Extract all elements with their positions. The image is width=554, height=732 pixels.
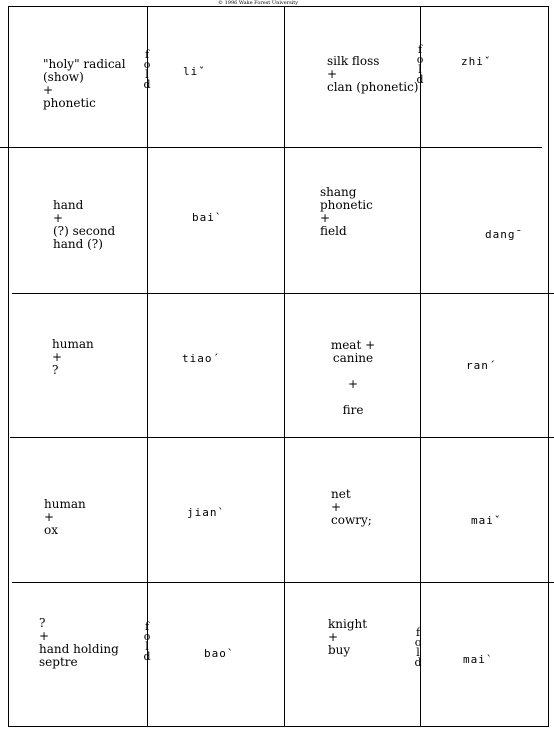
- card-pinyin: dang¯: [485, 228, 524, 241]
- card-meaning: silk floss + clan (phonetic): [327, 54, 419, 94]
- fold-marker: f o l d: [416, 43, 424, 86]
- grid-line: [8, 6, 549, 7]
- card-pinyin: maiˇ: [471, 514, 502, 527]
- grid-line: [8, 6, 9, 727]
- fold-marker: f o l d: [143, 48, 151, 91]
- card-pinyin: zhiˇ: [461, 55, 492, 68]
- card-meaning: ? + hand holding septre: [39, 616, 119, 669]
- card-pinyin: bao`: [204, 647, 235, 660]
- card-pinyin: bai`: [192, 211, 223, 224]
- grid-line: [0, 147, 542, 148]
- grid-line: [548, 6, 549, 727]
- grid-line: [147, 6, 148, 727]
- copyright-notice: © 1996 Wake Forest University: [218, 0, 299, 6]
- card-meaning: shang phonetic + field: [320, 185, 373, 238]
- card-meaning: meat + canine + fire: [330, 338, 376, 417]
- card-meaning: human + ?: [52, 337, 94, 377]
- card-meaning: net + cowry;: [331, 487, 372, 527]
- grid-line: [284, 6, 285, 727]
- card-pinyin: liˇ: [183, 65, 206, 78]
- fold-marker: f o l d: [414, 626, 422, 669]
- card-meaning: human + ox: [44, 497, 86, 537]
- card-pinyin: jian`: [187, 506, 226, 519]
- grid-line: [12, 582, 554, 583]
- grid-line: [10, 437, 554, 438]
- grid-line: [12, 293, 554, 294]
- fold-marker: f o l d: [143, 620, 151, 663]
- card-meaning: "holy" radical (show) + phonetic: [43, 57, 126, 110]
- grid-line: [8, 726, 549, 727]
- card-pinyin: mai`: [463, 653, 494, 666]
- card-pinyin: tiao´: [182, 352, 221, 365]
- card-meaning: knight + buy: [328, 617, 368, 657]
- card-meaning: hand + (?) second hand (?): [53, 198, 116, 251]
- card-pinyin: ran´: [466, 359, 497, 372]
- grid-line: [420, 6, 421, 727]
